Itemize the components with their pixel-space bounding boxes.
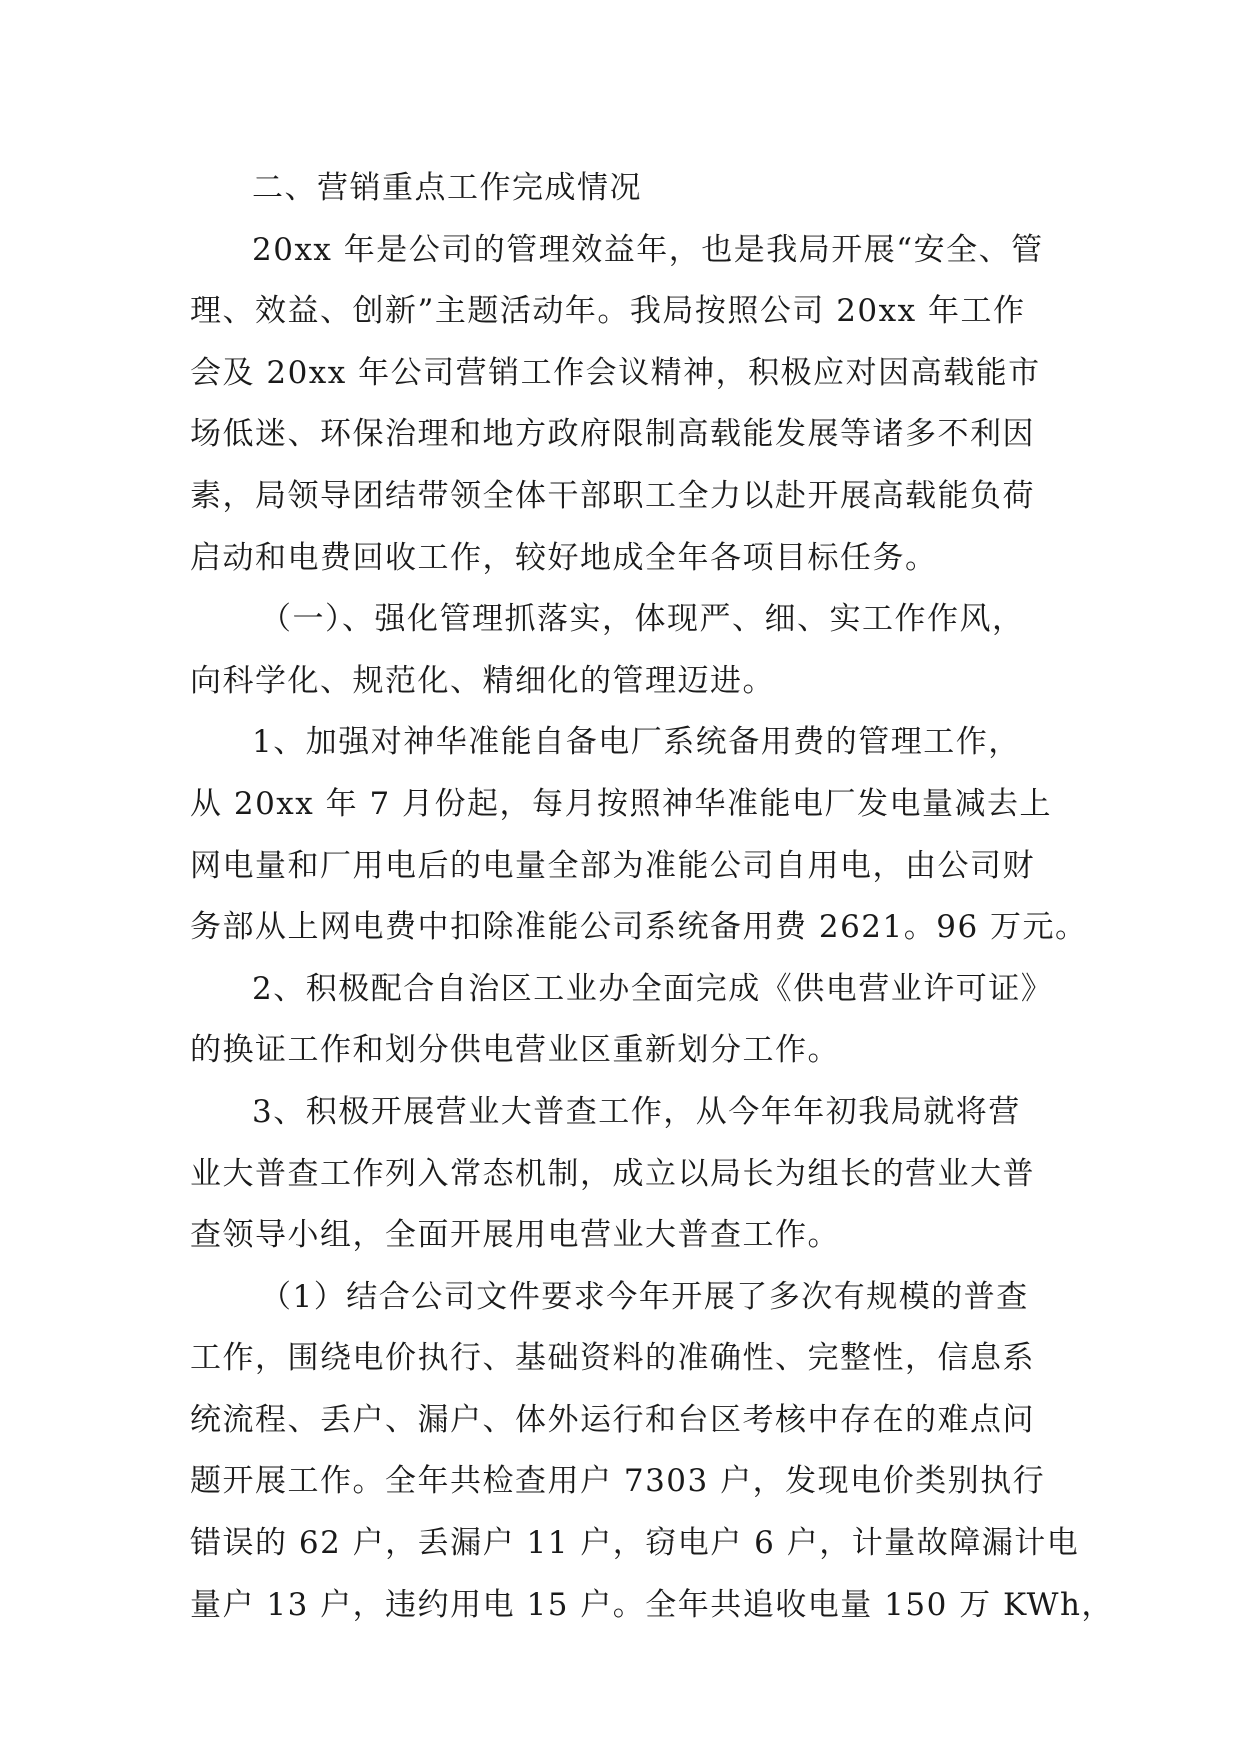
text-line: 统流程、丢户、漏户、体外运行和台区考核中存在的难点问 <box>190 1401 1035 1438</box>
paragraph-item-2 <box>190 959 1060 1082</box>
text-line: 会及 20xx 年公司营销工作会议精神，积极应对因高载能市 <box>190 354 1041 391</box>
section-heading: 二、营销重点工作完成情况 <box>252 170 642 206</box>
text-line: 20xx 年是公司的管理效益年，也是我局开展“安全、管 <box>252 231 1044 268</box>
text-line: 理、效益、创新”主题活动年。我局按照公司 20xx 年工作 <box>190 293 1026 330</box>
text-line: 题开展工作。全年共检查用户 7303 户，发现电价类别执行 <box>190 1463 1046 1500</box>
text-line: 1、加强对神华准能自备电厂系统备用费的管理工作， <box>252 724 1021 761</box>
text-line: 工作，围绕电价执行、基础资料的准确性、完整性，信息系 <box>190 1340 1035 1377</box>
text-line: 2、积极配合自治区工业办全面完成《供电营业许可证》 <box>252 970 1054 1007</box>
text-line: 的换证工作和划分供电营业区重新划分工作。 <box>190 1032 840 1069</box>
text-line: 素，局领导团结带领全体干部职工全力以赴开展高载能负荷 <box>190 477 1035 514</box>
text-line: （1）结合公司文件要求今年开展了多次有规模的普查 <box>260 1278 1029 1315</box>
text-line: 3、积极开展营业大普查工作，从今年年初我局就将营 <box>252 1093 1021 1130</box>
paragraph-item-3-1 <box>190 1267 1114 1637</box>
paragraph-item-3 <box>190 1082 1060 1267</box>
document-body <box>190 158 1114 1636</box>
text-line: 量户 13 户，违约用电 15 户。全年共追收电量 150 万 KWh， <box>190 1586 1114 1623</box>
text-line: 场低迷、环保治理和地方政府限制高载能发展等诸多不利因 <box>190 416 1035 453</box>
text-line: 业大普查工作列入常态机制，成立以局长为组长的营业大普 <box>190 1155 1035 1192</box>
text-line: 错误的 62 户，丢漏户 11 户，窃电户 6 户，计量故障漏计电 <box>190 1525 1080 1562</box>
text-line: 启动和电费回收工作，较好地成全年各项目标任务。 <box>190 539 938 576</box>
paragraph-item-1 <box>190 712 1088 958</box>
text-line: （一）、强化管理抓落实，体现严、细、实工作作风， <box>260 601 1025 638</box>
text-line: 向科学化、规范化、精细化的管理迈进。 <box>190 662 775 699</box>
text-line: 从 20xx 年 7 月份起，每月按照神华准能电厂发电量减去上 <box>190 785 1053 822</box>
text-line: 网电量和厂用电后的电量全部为准能公司自用电，由公司财 <box>190 847 1035 884</box>
paragraph-intro <box>190 220 1060 590</box>
text-line: 查领导小组，全面开展用电营业大普查工作。 <box>190 1217 840 1254</box>
text-line: 务部从上网电费中扣除准能公司系统备用费 2621。96 万元。 <box>190 909 1088 946</box>
paragraph-subsection-1 <box>190 589 1060 712</box>
